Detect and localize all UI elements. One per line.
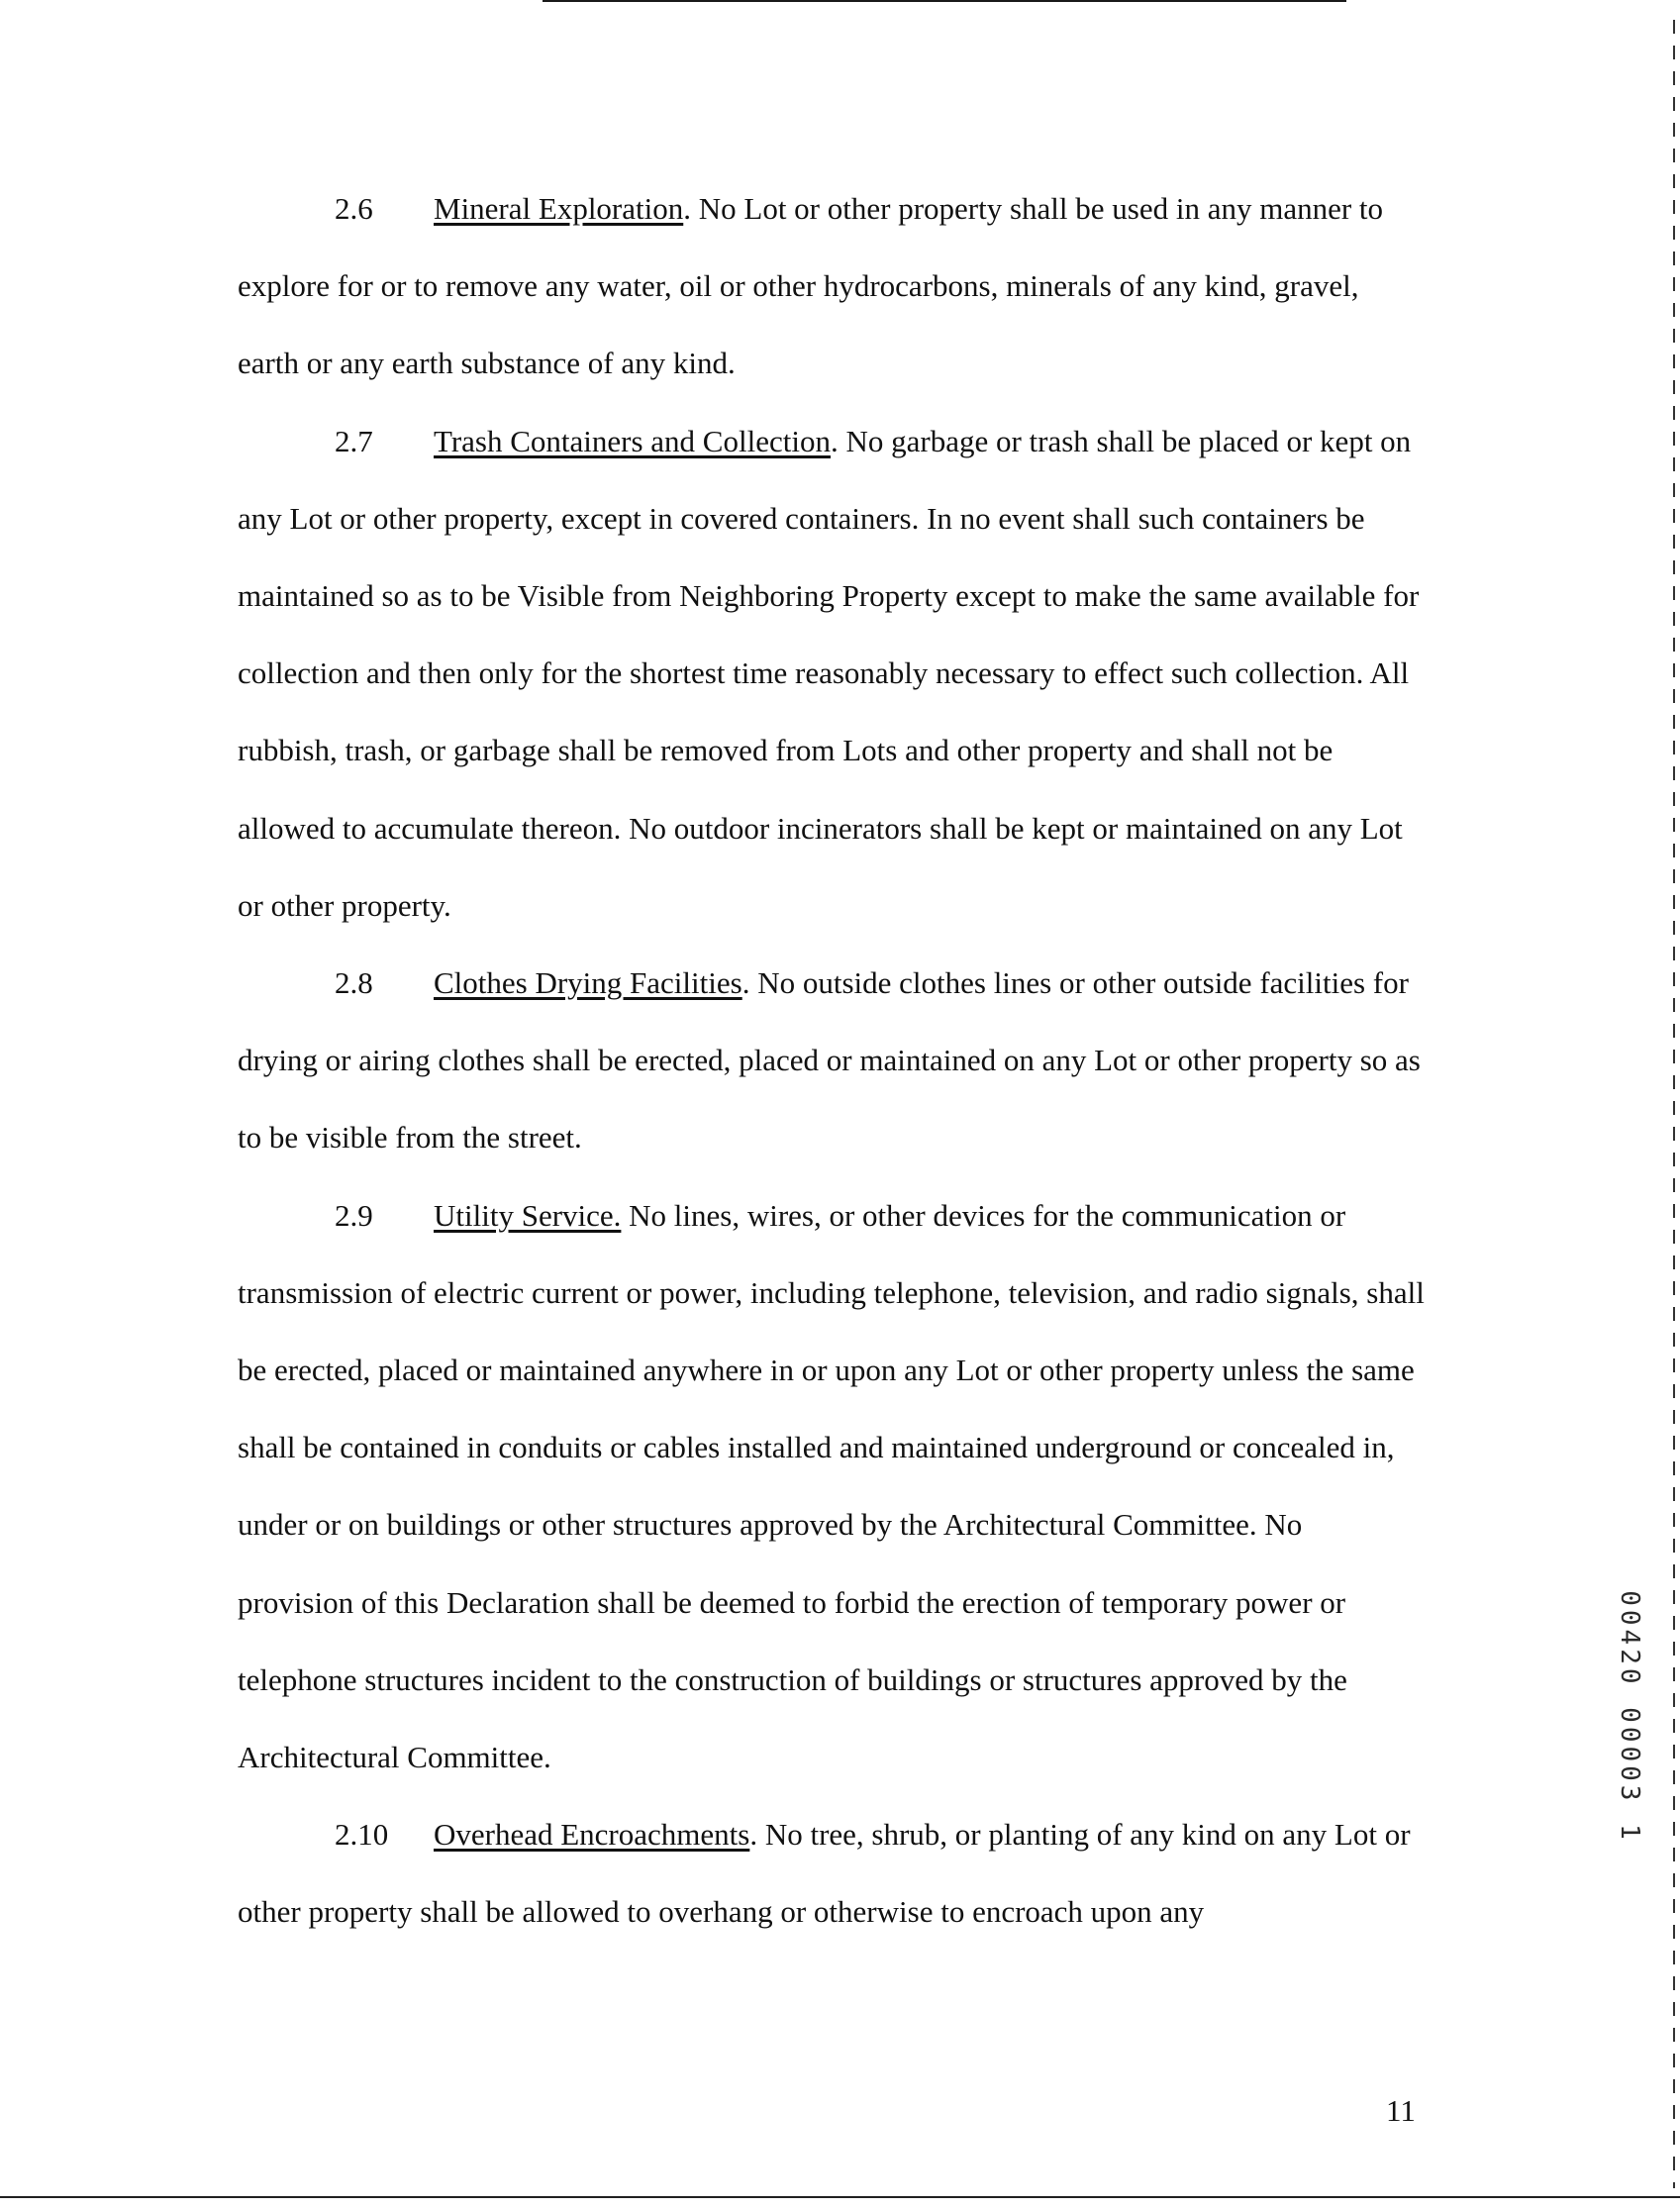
section-2-7 (238, 403, 1426, 945)
section-number: 2.10 (335, 1817, 389, 1853)
section-heading: Trash Containers and Collection (434, 423, 831, 458)
section-text: . No garbage or trash shall be placed or kept on any Lot or other property, except in covered containers. In no event shall such containers be maintained so as to be Visible from Neighboring Property except to make the same available for collection and then only for the shortest time reasonably necessary to effect such collection. All rubbish, trash, or garbage shall be removed from Lots and other property and shall not be allowed to accumulate thereon. No outdoor incinerators shall be kept or maintained on any Lot or other property. (238, 423, 1420, 923)
section-heading: Clothes Drying Facilities (434, 965, 742, 1001)
section-text: . No outside clothes lines or other outside facilities for drying or airing clothes shall be erected, placed or maintained on any Lot or other property so as to be visible from the street. (238, 965, 1421, 1155)
section-2-10 (238, 1796, 1426, 1951)
section-number: 2.9 (335, 1197, 373, 1233)
scan-edge-top (543, 0, 1346, 2)
section-text: . No tree, shrub, or planting of any kind on any Lot or other property shall be allowed to overhang or otherwise to encroach upon any (238, 1817, 1411, 1930)
section-number: 2.8 (335, 965, 373, 1001)
section-2-9 (238, 1177, 1426, 1797)
document-body (238, 170, 1426, 1952)
section-2-8 (238, 945, 1426, 1177)
section-number: 2.7 (335, 423, 373, 458)
section-text: No lines, wires, or other devices for the communication or transmission of electric current or power, including telephone, television, and radio signals, shall be erected, placed or maintained anywhere in or upon any Lot or other property unless the same shall be contained in conduits or cables installed and maintained underground or concealed in, under or on buildings or other structures approved by the Architectural Committee. No provision of this Declaration shall be deemed to forbid the erection of temporary power or telephone structures incident to the construction of buildings or structures approved by the Architectural Committee. (238, 1197, 1425, 1775)
section-2-6 (238, 170, 1426, 403)
section-heading: Utility Service. (434, 1197, 622, 1233)
page-number: 11 (1386, 2093, 1416, 2128)
section-heading: Mineral Exploration (434, 191, 684, 226)
section-number: 2.6 (335, 191, 373, 226)
side-document-stamp (1610, 1590, 1649, 1844)
section-text: . No Lot or other property shall be used in any manner to explore for or to remove any water, oil or other hydrocarbons, minerals of any kind, gravel, earth or any earth substance of any kind. (238, 191, 1384, 381)
section-heading: Overhead Encroachments (434, 1817, 750, 1853)
scan-edge-right (1673, 20, 1675, 2188)
side-stamp-text: 00420 00003 1 (1615, 1590, 1644, 1844)
scan-edge-bottom (0, 2196, 1680, 2198)
